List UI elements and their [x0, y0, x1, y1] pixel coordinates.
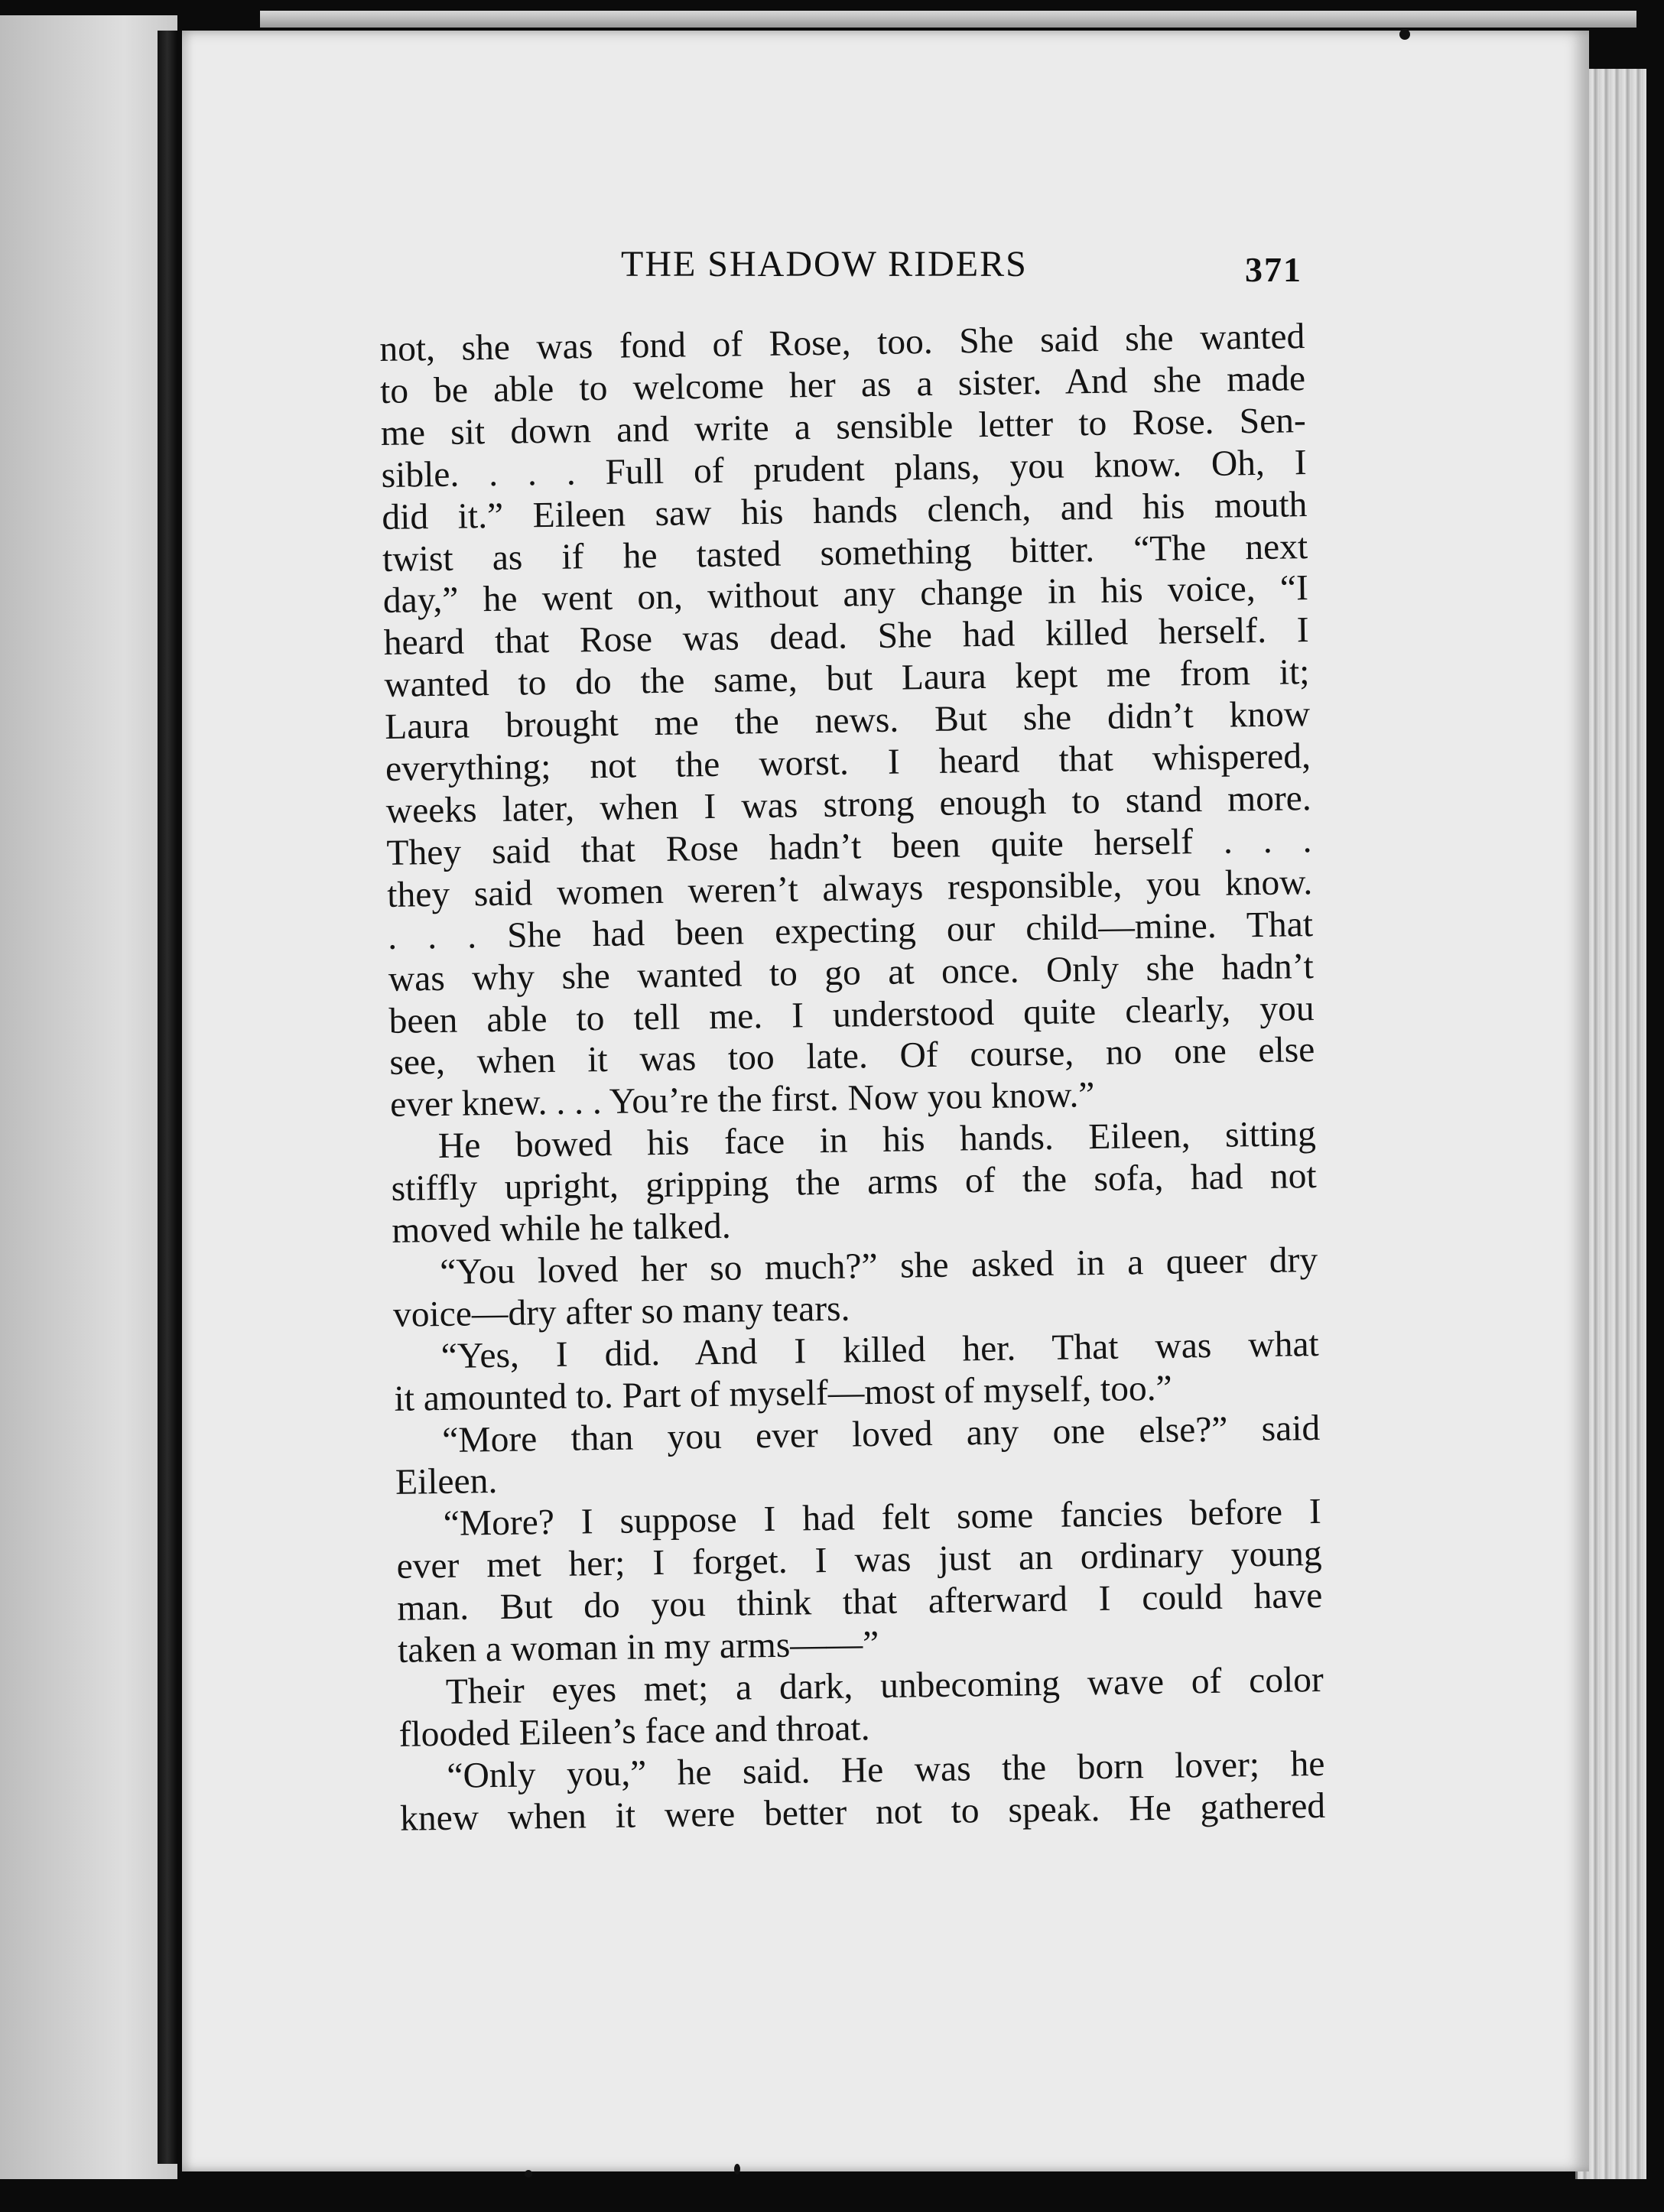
text-line: “More than you ever loved any one else?” said	[441, 1408, 1321, 1460]
left-facing-page-edge	[0, 15, 177, 2179]
text-line: been able to tell me. I understood quite clearly, you	[388, 988, 1315, 1041]
text-line: ever knew. . . . You’re the first. Now you know.”	[389, 1075, 1095, 1125]
text-line: “More? I suppose I had felt some fancies before I	[443, 1492, 1322, 1545]
text-line: weeks later, when I was strong enough to stand more.	[385, 778, 1312, 831]
text-line: twist as if he tasted something bitter. “The next	[382, 526, 1308, 580]
text-line: see, when it was too late. Of course, no one else	[389, 1030, 1315, 1083]
text-line: ever met her; I forget. I was just an ordinary young	[396, 1534, 1322, 1587]
text-line: it amounted to. Part of myself—most of myself, too.”	[394, 1368, 1172, 1419]
top-page-edge	[260, 11, 1636, 28]
scan-speck	[525, 2170, 532, 2178]
text-line: everything; not the worst. I heard that whispered,	[385, 736, 1311, 790]
text-line: was why she wanted to go at once. Only she hadn’t	[388, 946, 1315, 999]
text-line: not, she was fond of Rose, too. She said she wanted	[379, 317, 1305, 369]
text-line: Laura brought me the news. But she didn’t know	[384, 694, 1311, 748]
scan-speck	[1399, 29, 1410, 40]
text-line: to be able to welcome her as a sister. And she made	[379, 359, 1306, 411]
text-line: taken a woman in my arms——”	[397, 1624, 879, 1671]
text-line: me sit down and write a sensible letter to Rose. Sen-	[380, 400, 1307, 453]
text-line: moved while he talked.	[392, 1206, 731, 1251]
text-line: “Only you,” he said. He was the born lover; he	[447, 1743, 1325, 1796]
text-line: . . . She had been expecting our child—mine. That	[387, 904, 1314, 957]
body-text	[379, 316, 1325, 1840]
text-line: they said women weren’t always responsible, you know.	[386, 862, 1313, 915]
running-title: THE SHADOW RIDERS	[621, 244, 1028, 284]
page-number: 371	[1245, 250, 1302, 289]
text-line: day,” he went on, without any change in his voice, “I	[382, 568, 1309, 622]
text-line: wanted to do the same, but Laura kept me from it;	[384, 652, 1310, 706]
text-line: voice—dry after so many tears.	[392, 1288, 850, 1335]
scan-speck	[734, 2164, 740, 2175]
text-line: Their eyes met; a dark, unbecoming wave of color	[445, 1659, 1324, 1712]
text-line: “Yes, I did. And I killed her. That was what	[440, 1324, 1320, 1376]
text-line: They said that Rose hadn’t been quite herself . . .	[386, 820, 1312, 873]
text-line: flooded Eileen’s face and throat.	[398, 1708, 870, 1755]
text-line: He bowed his face in his hands. Eileen, sitting	[437, 1114, 1317, 1167]
text-line: heard that Rose was dead. She had killed herself. I	[383, 610, 1309, 664]
text-line: Eileen.	[395, 1461, 498, 1503]
text-line: stiffly upright, gripping the arms of the sofa, had not	[391, 1156, 1317, 1210]
text-line: sible. . . . Full of prudent plans, you know. Oh, I	[381, 442, 1307, 495]
text-line: did it.” Eileen saw his hands clench, and his mouth	[382, 484, 1308, 538]
text-line: knew when it were better not to speak. He gathered	[399, 1785, 1326, 1839]
text-line: man. But do you think that afterward I could have	[397, 1576, 1323, 1629]
text-line: “You loved her so much?” she asked in a queer dry	[439, 1239, 1318, 1292]
book-gutter	[158, 31, 177, 2164]
